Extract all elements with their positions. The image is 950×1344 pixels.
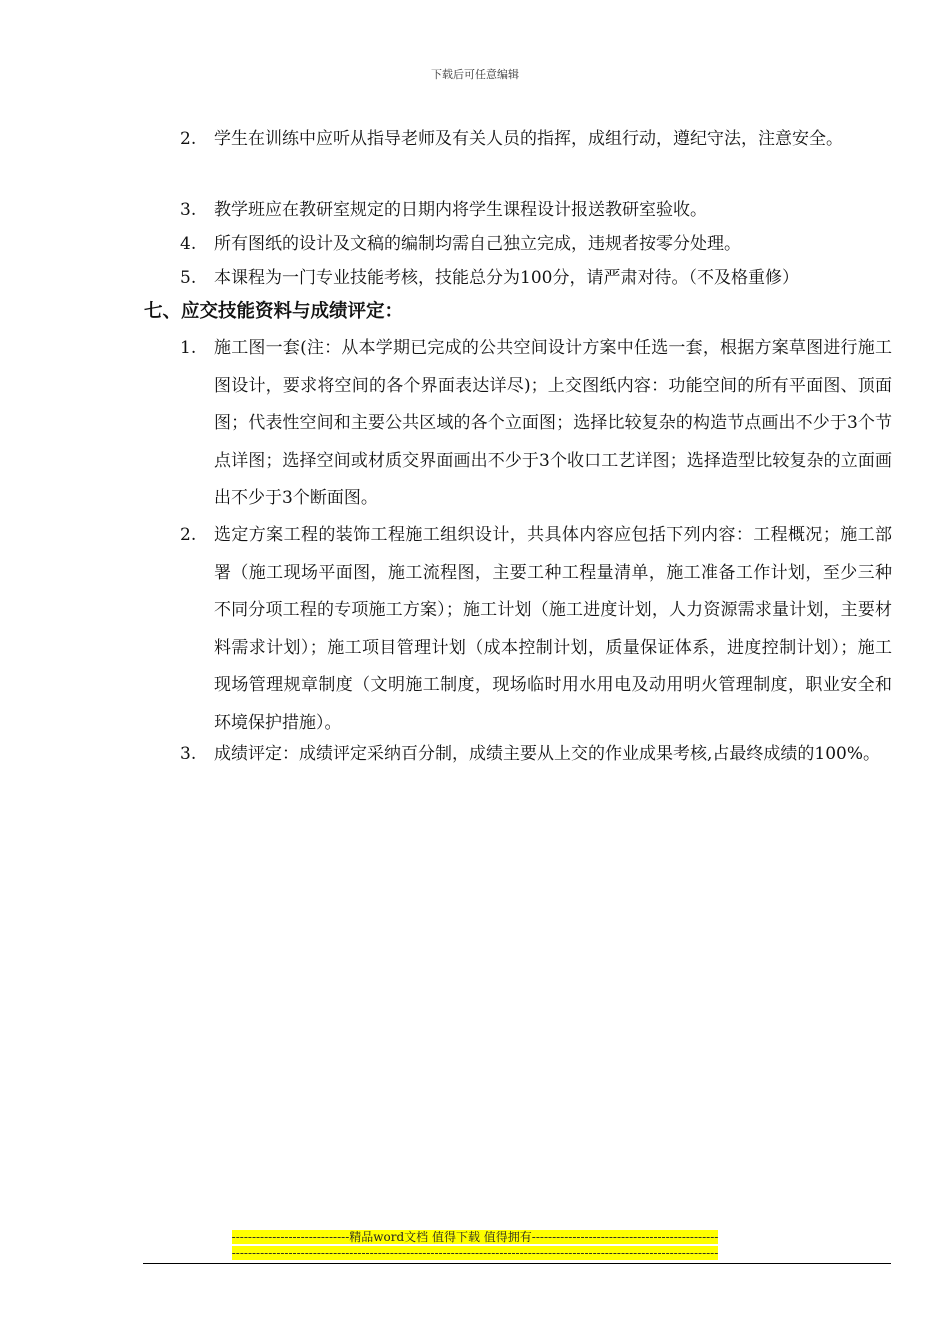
page-header-note: 下载后可任意编辑	[431, 68, 519, 81]
list-item-text: 学生在训练中应听从指导老师及有关人员的指挥，成组行动，遵纪守法，注意安全。	[214, 129, 843, 149]
list-item-5	[180, 260, 892, 298]
list-item-number: 1.	[180, 338, 197, 358]
list-item-number: 4.	[180, 234, 197, 254]
list-item-text: 本课程为一门专业技能考核，技能总分为100分，请严肃对待。（不及格重修）	[214, 268, 799, 288]
footer-banner-line-2	[0, 1246, 950, 1261]
section7-item-3	[180, 736, 892, 774]
footer-banner-text: -----------------------------精品word文档 值得下载 值得拥有----------------------------------------------	[231, 1230, 719, 1244]
list-item-number: 3.	[180, 744, 197, 764]
footer-banner-dashes: ------------------------------------------------------------------------------------------------------------------------	[231, 1246, 719, 1260]
list-item-number: 2.	[180, 129, 197, 149]
list-item-number: 5.	[180, 268, 197, 288]
list-item-text: 成绩评定：成绩评定采纳百分制，成绩主要从上交的作业成果考核,占最终成绩的100%。	[214, 744, 881, 764]
section7-item-2	[180, 517, 892, 742]
list-item-text: 所有图纸的设计及文稿的编制均需自己独立完成，违规者按零分处理。	[214, 234, 741, 254]
list-item-text: 施工图一套(注：从本学期已完成的公共空间设计方案中任选一套，根据方案草图进行施工图设计，要求将空间的各个界面表达详尽)；上交图纸内容：功能空间的所有平面图、顶面图；代表性空间和主要公共区域的各个立面图；选择比较复杂的构造节点画出不少于3个节点详图；选择空间或材质交界面画出不少于3个收口工艺详图；选择造型比较复杂的立面画出不少于3个断面图。	[214, 338, 892, 508]
list-item-2	[180, 121, 892, 159]
list-item-number: 3.	[180, 200, 197, 220]
footer-divider	[143, 1263, 891, 1264]
footer-banner-line-1	[0, 1230, 950, 1245]
list-item-3	[180, 192, 892, 230]
list-item-text: 选定方案工程的装饰工程施工组织设计，共具体内容应包括下列内容：工程概况；施工部署（施工现场平面图，施工流程图，主要工种工程量清单，施工准备工作计划，至少三种不同分项工程的专项施工方案）；施工计划（施工进度计划，人力资源需求量计划，主要材料需求计划）；施工项目管理计划（成本控制计划，质量保证体系，进度控制计划）；施工现场管理规章制度（文明施工制度，现场临时用水用电及动用明火管理制度，职业安全和环境保护措施）。	[214, 525, 892, 733]
list-item-number: 2.	[180, 525, 197, 545]
list-item-text: 教学班应在教研室规定的日期内将学生课程设计报送教研室验收。	[214, 200, 707, 220]
section7-item-1	[180, 330, 892, 518]
section-heading: 七、应交技能资料与成绩评定：	[144, 301, 404, 322]
list-item-4	[180, 226, 892, 264]
